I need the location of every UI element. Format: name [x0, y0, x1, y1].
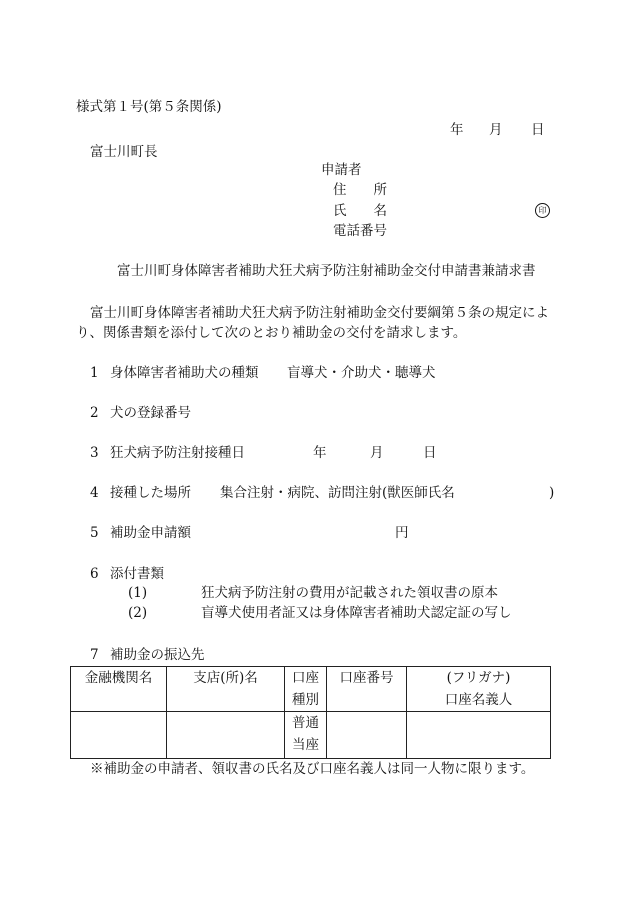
item-5-number: 5: [90, 525, 99, 541]
account-number-cell[interactable]: [327, 712, 407, 759]
item-1-label: 身体障害者補助犬の種類: [110, 365, 259, 381]
applicant-phone-label: 電話番号: [333, 223, 387, 239]
attachment-1-number: (1): [128, 585, 148, 601]
footnote: ※補助金の申請者、領収書の氏名及び口座名義人は同一人物に限ります。: [90, 761, 535, 777]
item-4-close-paren: ): [549, 485, 555, 501]
attachment-2-number: (2): [128, 605, 148, 621]
date-month: 月: [489, 122, 503, 138]
item-2-number: 2: [90, 405, 99, 421]
bank-table-entry-row: [71, 712, 551, 759]
intro-line-1: 富士川町身体障害者補助犬狂犬病予防注射補助金交付要綱第５条の規定によ: [90, 305, 549, 321]
header-branch-name: 支店(所)名: [167, 667, 285, 712]
date-year: 年: [450, 122, 464, 138]
addressee: 富士川町長: [90, 144, 158, 160]
item-4-value: 集合注射・病院、訪問注射(獣医師氏名: [220, 485, 455, 501]
account-holder-cell[interactable]: [407, 712, 551, 759]
account-type-current: 当座: [292, 737, 319, 753]
intro-line-2: り、関係書類を添付して次のとおり補助金の交付を請求します。: [76, 325, 467, 341]
item-7-label: 補助金の振込先: [110, 647, 205, 663]
branch-name-cell[interactable]: [167, 712, 285, 759]
header-account-number: 口座番号: [327, 667, 407, 712]
header-bank-name: 金融機関名: [71, 667, 167, 712]
item-3-label: 狂犬病予防注射接種日: [110, 445, 245, 461]
date-day: 日: [531, 122, 545, 138]
header-furigana: (フリガナ): [446, 670, 511, 686]
item-1-number: 1: [90, 365, 99, 381]
item-4-label: 接種した場所: [110, 485, 191, 501]
form-title: 富士川町身体障害者補助犬狂犬病予防注射補助金交付申請書兼請求書: [117, 263, 536, 279]
applicant-label: 申請者: [321, 162, 362, 178]
item-5-label: 補助金申請額: [110, 525, 191, 541]
item-6-number: 6: [90, 566, 99, 582]
header-account-type-line-1: 口座: [292, 670, 319, 686]
account-type-ordinary: 普通: [292, 715, 319, 731]
header-account-type: [285, 667, 327, 712]
item-3-day: 日: [423, 445, 437, 461]
attachment-2-text: 盲導犬使用者証又は身体障害者補助犬認定証の写し: [201, 605, 512, 621]
attachment-1-text: 狂犬病予防注射の費用が記載された領収書の原本: [201, 585, 498, 601]
item-3-year: 年: [313, 445, 327, 461]
form-number: 様式第１号(第５条関係): [76, 99, 222, 115]
bank-name-cell[interactable]: [71, 712, 167, 759]
bank-table-header-row: [71, 667, 551, 712]
item-4-number: 4: [90, 485, 99, 501]
account-type-cell[interactable]: [285, 712, 327, 759]
header-holder-name: 口座名義人: [444, 692, 513, 708]
bank-account-table: [70, 666, 551, 759]
seal-mark: 印: [535, 203, 550, 218]
item-6-label: 添付書類: [110, 566, 164, 582]
item-7-number: 7: [90, 647, 99, 663]
item-3-month: 月: [370, 445, 384, 461]
item-1-value: 盲導犬・介助犬・聴導犬: [287, 365, 436, 381]
header-account-type-line-2: 種別: [292, 692, 319, 708]
applicant-address-label: 住 所: [333, 182, 387, 198]
header-account-holder: [407, 667, 551, 712]
applicant-name-label: 氏 名: [333, 203, 387, 219]
item-5-unit: 円: [395, 525, 409, 541]
item-2-label: 犬の登録番号: [110, 405, 191, 421]
item-3-number: 3: [90, 445, 99, 461]
